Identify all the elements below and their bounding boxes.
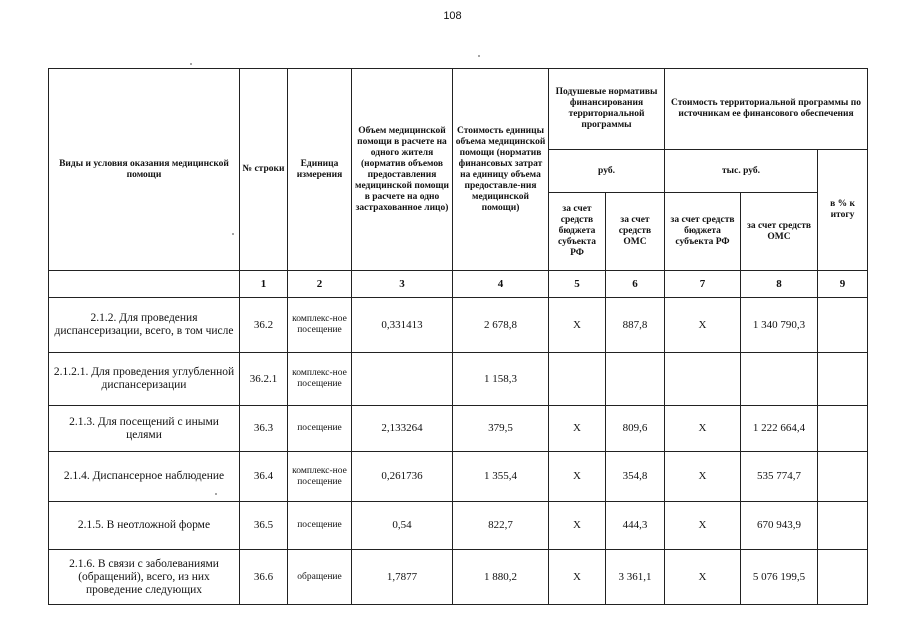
row-budget-thousand-cell: Х [665,502,741,550]
header-group-cost: Стоимость территориальной программы по источникам ее финансового обеспечения [665,69,868,150]
row-unit-cell: комплекс-ное посещение [288,298,352,353]
header-unit-rub: руб. [549,150,665,193]
row-line-cell: 36.4 [240,452,288,502]
row-oms-rub-cell [606,353,665,406]
header-unit-thousand-rub: тыс. руб. [665,150,818,193]
row-budget-thousand-cell: Х [665,298,741,353]
row-percent-cell [818,298,868,353]
row-cost-cell: 1 880,2 [453,550,549,605]
row-budget-rub-cell [549,353,606,406]
row-unit-cell: комплекс-ное посещение [288,353,352,406]
header-percent: в % к итогу [818,150,868,271]
row-name-cell: 2.1.3. Для посещений с иными целями [49,406,240,452]
row-unit-cell: посещение [288,502,352,550]
row-budget-thousand-cell: Х [665,550,741,605]
row-line-cell: 36.3 [240,406,288,452]
row-name-cell: 2.1.5. В неотложной форме [49,502,240,550]
row-volume-cell [352,353,453,406]
row-percent-cell [818,502,868,550]
column-number-cell: 6 [606,271,665,298]
row-line-cell: 36.2 [240,298,288,353]
row-budget-rub-cell: Х [549,406,606,452]
row-oms-rub-cell: 444,3 [606,502,665,550]
row-percent-cell [818,353,868,406]
row-budget-rub-cell: Х [549,502,606,550]
header-budget-thousand: за счет средств бюджета субъекта РФ [665,193,741,271]
header-budget-rub: за счет средств бюджета субъекта РФ [549,193,606,271]
row-cost-cell: 822,7 [453,502,549,550]
row-oms-thousand-cell: 670 943,9 [741,502,818,550]
column-number-cell: 4 [453,271,549,298]
row-oms-thousand-cell: 535 774,7 [741,452,818,502]
row-percent-cell [818,550,868,605]
row-oms-thousand-cell: 1 340 790,3 [741,298,818,353]
header-group-normatives: Подушевые нормативы финансирования территориальной программы [549,69,665,150]
row-oms-rub-cell: 887,8 [606,298,665,353]
table-row [49,298,868,353]
row-budget-thousand-cell [665,353,741,406]
row-budget-thousand-cell: Х [665,406,741,452]
table-header [49,69,868,298]
row-oms-rub-cell: 3 361,1 [606,550,665,605]
row-name-cell: 2.1.6. В связи с заболеваниями (обращений), всего, из них проведение следующих [49,550,240,605]
page-number: 108 [443,10,462,22]
row-percent-cell [818,452,868,502]
column-numbers-row [49,271,868,298]
table-row [49,353,868,406]
column-number-cell: 2 [288,271,352,298]
row-unit-cell: комплекс-ное посещение [288,452,352,502]
header-kinds: Виды и условия оказания медицинской помощи [49,69,240,271]
column-number-cell: 5 [549,271,606,298]
header-line-number: № строки [240,69,288,271]
row-unit-cell: посещение [288,406,352,452]
header-unit-cost: Стоимость единицы объема медицинской помощи (норматив финансовых затрат на единицу объема предоставле-ния медицинской помощи) [453,69,549,271]
row-oms-thousand-cell: 5 076 199,5 [741,550,818,605]
row-oms-rub-cell: 809,6 [606,406,665,452]
column-number-cell: 1 [240,271,288,298]
row-line-cell: 36.2.1 [240,353,288,406]
table-row [49,406,868,452]
scan-speck [478,55,480,57]
column-number-cell [49,271,240,298]
row-volume-cell: 1,7877 [352,550,453,605]
column-number-cell: 9 [818,271,868,298]
table-row [49,502,868,550]
row-percent-cell [818,406,868,452]
row-cost-cell: 1 158,3 [453,353,549,406]
row-cost-cell: 1 355,4 [453,452,549,502]
row-oms-rub-cell: 354,8 [606,452,665,502]
row-volume-cell: 0,261736 [352,452,453,502]
column-number-cell: 7 [665,271,741,298]
table-row [49,452,868,502]
row-volume-cell: 0,331413 [352,298,453,353]
row-budget-rub-cell: Х [549,452,606,502]
row-name-cell: 2.1.2.1. Для проведения углубленной диспансеризации [49,353,240,406]
row-unit-cell: обращение [288,550,352,605]
row-name-cell: 2.1.4. Диспансерное наблюдение [49,452,240,502]
header-oms-thousand: за счет средств ОМС [741,193,818,271]
row-line-cell: 36.5 [240,502,288,550]
row-budget-thousand-cell: Х [665,452,741,502]
row-name-cell: 2.1.2. Для проведения диспансеризации, всего, в том числе [49,298,240,353]
budget-table [48,68,868,605]
header-volume: Объем медицинской помощи в расчете на одного жителя (норматив объемов предоставления медицинской помощи в расчете на одно застрахованное лицо) [352,69,453,271]
row-oms-thousand-cell [741,353,818,406]
row-line-cell: 36.6 [240,550,288,605]
column-number-cell: 8 [741,271,818,298]
header-unit: Единица измерения [288,69,352,271]
row-cost-cell: 379,5 [453,406,549,452]
row-cost-cell: 2 678,8 [453,298,549,353]
table-row [49,550,868,605]
column-number-cell: 3 [352,271,453,298]
scan-speck [190,63,192,65]
row-oms-thousand-cell: 1 222 664,4 [741,406,818,452]
row-budget-rub-cell: Х [549,298,606,353]
row-volume-cell: 0,54 [352,502,453,550]
header-oms-rub: за счет средств ОМС [606,193,665,271]
row-volume-cell: 2,133264 [352,406,453,452]
row-budget-rub-cell: Х [549,550,606,605]
table-body [49,298,868,605]
